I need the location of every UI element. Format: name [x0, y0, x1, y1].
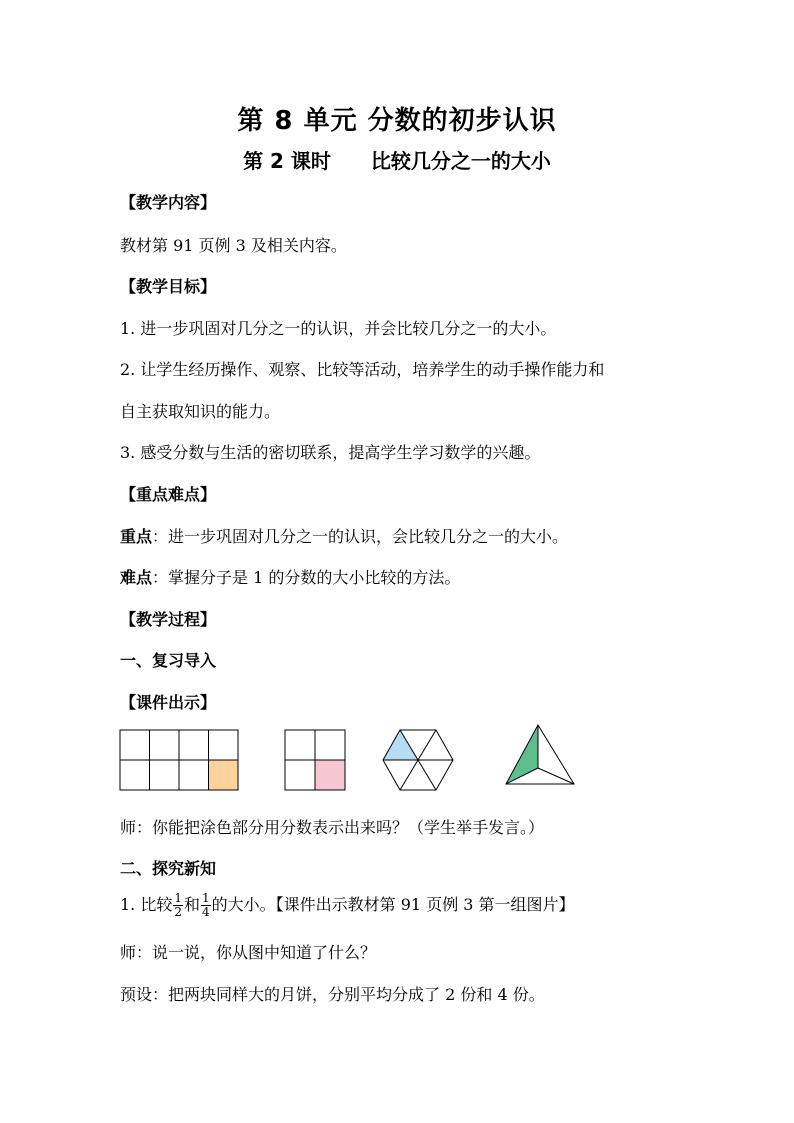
compare-task: [120, 892, 575, 919]
content-text: 教材第 91 页例 3 及相关内容。: [120, 236, 347, 255]
difficulty-text: ：掌握分子是 1 的分数的大小比较的方法。: [152, 568, 461, 587]
page-title: 第 8 单元 分数的初步认识: [237, 106, 557, 136]
shaded-sector-blue: [383, 730, 418, 760]
compare-suffix: 的大小。【课件出示教材第 91 页例 3 第一组图片】: [211, 895, 575, 914]
key-point: [120, 524, 568, 547]
compare-prefix: 1. 比较: [120, 895, 173, 914]
key-point-text: ：进一步巩固对几分之一的认识，会比较几分之一的大小。: [152, 527, 569, 546]
rect-eighths-figure: [120, 730, 238, 790]
lesson-name: 比较几分之一的大小: [370, 149, 551, 173]
goal-1: 1. 进一步巩固对几分之一的认识，并会比较几分之一的大小。: [120, 319, 557, 338]
fraction-denominator: 2: [174, 905, 182, 919]
fraction-one-quarter: [201, 892, 211, 919]
keypoints-heading: 【重点难点】: [120, 485, 217, 504]
teacher-question-1: 师：你能把涂色部分用分数表示出来吗？（学生举手发言。）: [120, 818, 545, 837]
lesson-number: 第 2 课时: [243, 149, 331, 173]
goal-3: 3. 感受分数与生活的密切联系，提高学生学习数学的兴趣。: [120, 443, 541, 462]
content-heading: 【教学内容】: [120, 193, 217, 212]
fraction-one-half: [173, 892, 183, 919]
fraction-numerator: 1: [202, 891, 210, 905]
part-1-heading: 一、复习导入: [120, 651, 217, 670]
compare-and: 和: [184, 895, 201, 914]
square-quarters-figure: [285, 730, 345, 790]
courseware-label: 【课件出示】: [120, 693, 217, 712]
part-2-heading: 二、探究新知: [120, 859, 217, 878]
goals-heading: 【教学目标】: [120, 277, 217, 296]
lesson-subtitle: [0, 145, 794, 174]
process-heading: 【教学过程】: [120, 610, 217, 629]
goal-2-line-2: 自主获取知识的能力。: [120, 402, 281, 421]
difficulty-point: [120, 565, 460, 588]
fraction-denominator: 4: [202, 905, 210, 919]
triangle-thirds-figure: [506, 725, 574, 784]
fraction-numerator: 1: [174, 891, 182, 905]
shaded-cell-orange: [208, 760, 238, 790]
preset-answer: 预设：把两块同样大的月饼，分别平均分成了 2 份和 4 份。: [120, 985, 545, 1004]
hexagon-sixths-figure: [383, 730, 453, 790]
teacher-question-2: 师：说一说，你从图中知道了什么？: [120, 943, 377, 962]
key-point-label: 重点: [120, 527, 153, 546]
goal-2-line-1: 2. 让学生经历操作、观察、比较等活动，培养学生的动手操作能力和: [120, 360, 605, 379]
shaded-cell-pink: [315, 760, 345, 790]
shaded-fraction-figures: [118, 720, 588, 795]
difficulty-label: 难点: [120, 568, 153, 587]
